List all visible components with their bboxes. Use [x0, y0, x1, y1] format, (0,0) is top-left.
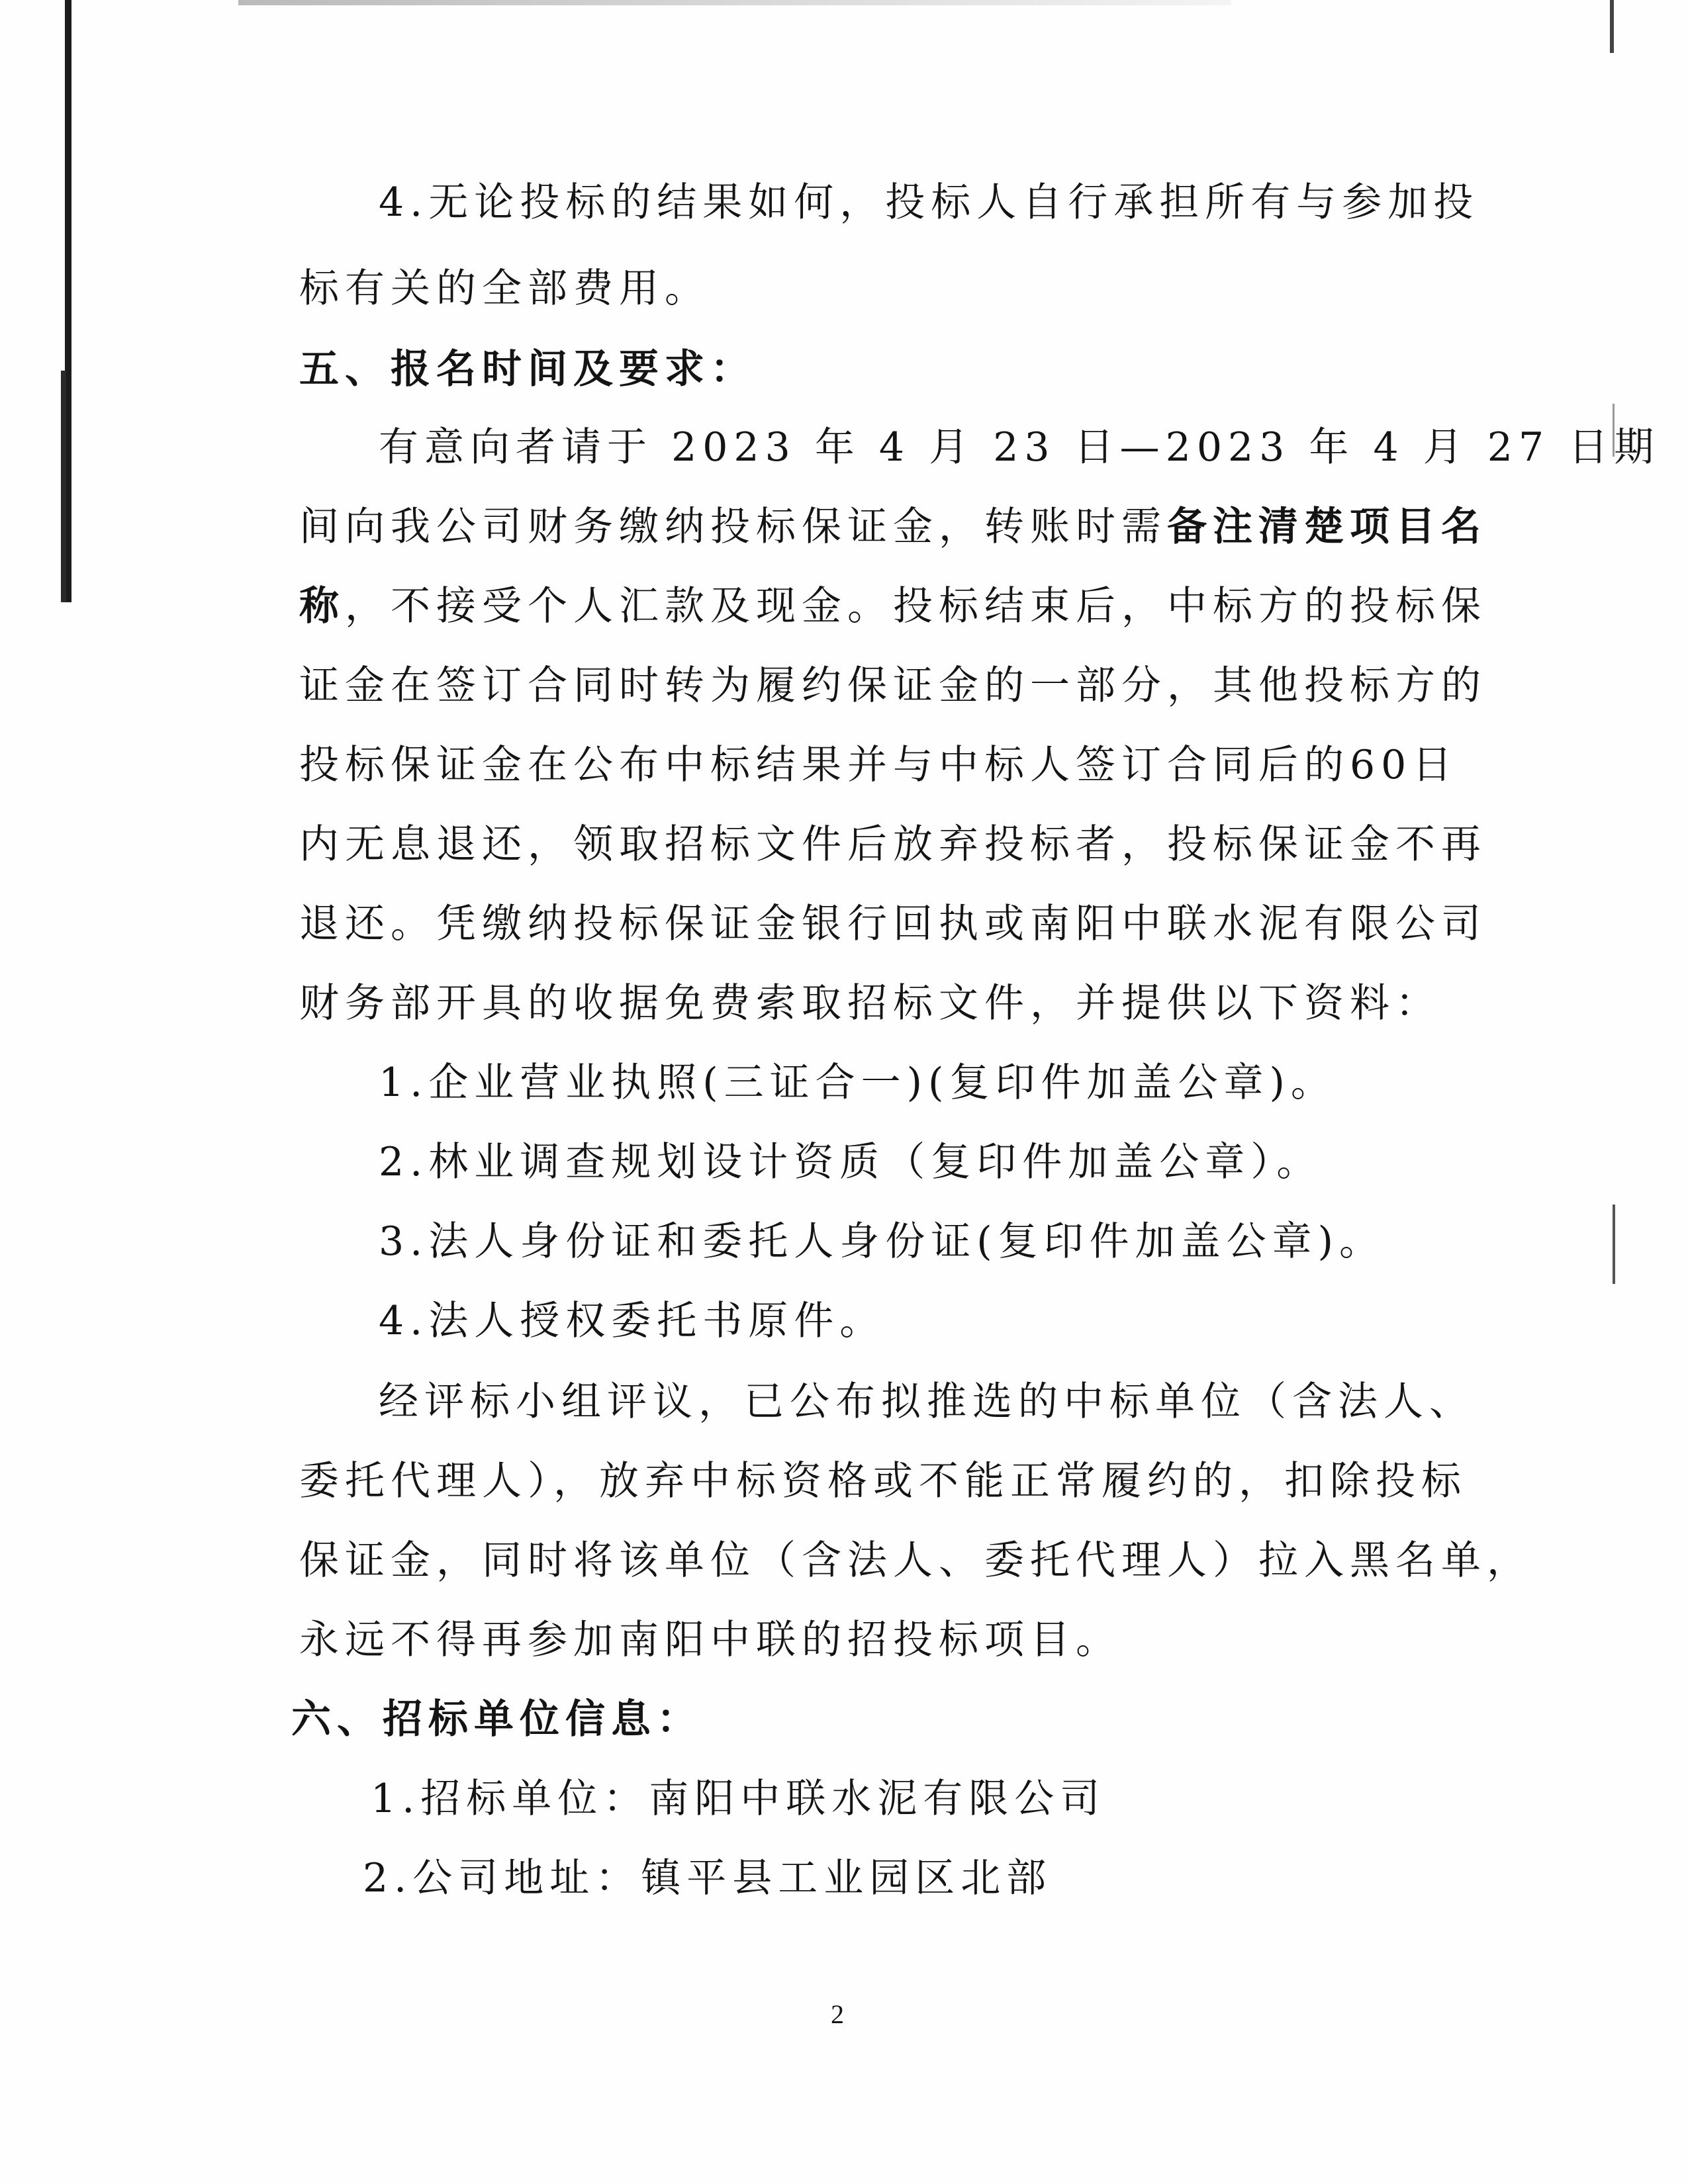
note-line2: 委托代理人），放弃中标资格或不能正常履约的，扣除投标	[299, 1458, 1467, 1504]
note-line4: 永远不得再参加南阳中联的招投标项目。	[299, 1617, 1121, 1663]
para-line2-normal: 间向我公司财务缴纳投标保证金，转账时需	[299, 504, 1167, 550]
section5-para-line3	[299, 582, 1487, 630]
section5-para-line7: 退还。凭缴纳投标保证金银行回执或南阳中联水泥有限公司	[299, 901, 1487, 947]
section5-para-line6: 内无息退还，领取招标文件后放弃投标者，投标保证金不再	[299, 821, 1487, 868]
company-info-address: 2.公司地址：镇平县工业园区北部	[363, 1855, 1053, 1901]
section6-heading: 六、招标单位信息：	[291, 1696, 702, 1743]
requirement-item-4: 4.法人授权委托书原件。	[379, 1298, 886, 1344]
requirement-item-3: 3.法人身份证和委托人身份证(复印件加盖公章)。	[379, 1218, 1385, 1265]
section5-heading: 五、报名时间及要求：	[299, 346, 756, 392]
section5-para-line2	[299, 503, 1487, 551]
item4-line2: 标有关的全部费用。	[299, 265, 710, 312]
scan-border-top	[238, 0, 1231, 5]
para-line2-bold: 备注清楚项目名	[1167, 504, 1487, 550]
requirement-item-2: 2.林业调查规划设计资质（复印件加盖公章）。	[379, 1139, 1323, 1185]
section5-para-line5: 投标保证金在公布中标结果并与中标人签订合同后的60日	[299, 742, 1458, 788]
section5-para-line1: 有意向者请于 2023 年 4 月 23 日—2023 年 4 月 27 日期	[379, 424, 1660, 471]
scan-mark-right-top	[1610, 0, 1614, 53]
section5-para-line8: 财务部开具的收据免费索取招标文件，并提供以下资料：	[299, 980, 1441, 1026]
company-info-name: 1.招标单位：南阳中联水泥有限公司	[371, 1776, 1106, 1822]
section5-para-line4: 证金在签订合同时转为履约保证金的一部分，其他投标方的	[299, 662, 1487, 709]
requirement-item-1: 1.企业营业执照(三证合一)(复印件加盖公章)。	[379, 1060, 1336, 1106]
item4-line1: 4.无论投标的结果如何，投标人自行承担所有与参加投	[379, 179, 1479, 226]
note-line3: 保证金，同时将该单位（含法人、委托代理人）拉入黑名单，	[299, 1537, 1532, 1584]
scan-border-left-inner	[61, 371, 66, 602]
para-line3-bold: 称	[299, 583, 345, 629]
page-number: 2	[831, 1999, 844, 2029]
note-line1: 经评标小组评议，已公布拟推选的中标单位（含法人、	[379, 1379, 1475, 1425]
para-line3-normal: ，不接受个人汇款及现金。投标结束后，中标方的投标保	[345, 583, 1487, 629]
scan-mark-right-low	[1613, 1205, 1615, 1284]
